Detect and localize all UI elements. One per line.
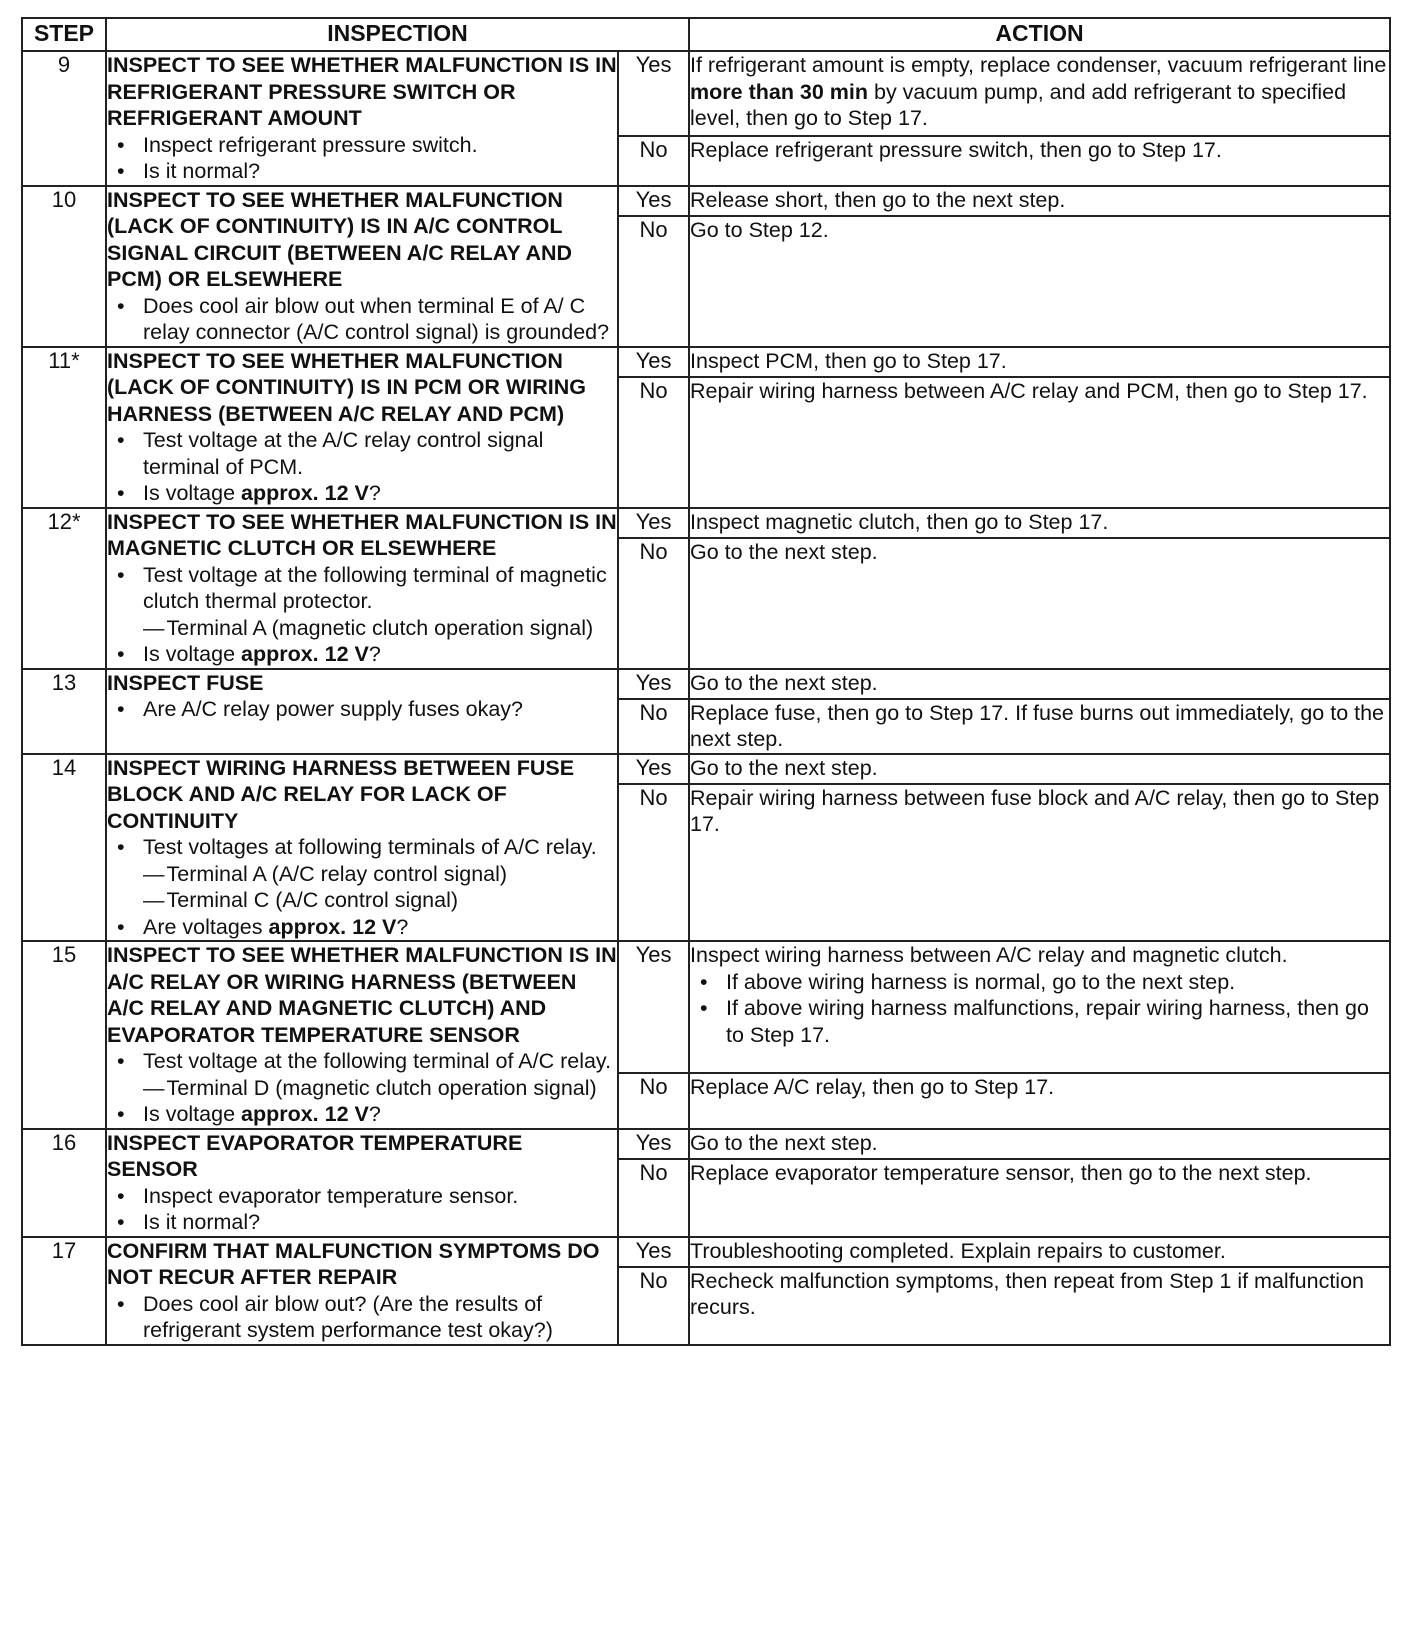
sub-item: — Terminal A (A/C relay control signal) bbox=[173, 861, 617, 888]
inspection-bullets bbox=[107, 834, 617, 940]
sub-item: — Terminal C (A/C control signal) bbox=[173, 887, 617, 914]
step-number: 10 bbox=[22, 186, 106, 347]
inspection-bullet: • Test voltage at the following terminal of A/C relay. — Terminal D (magnetic clutch operation signal) bbox=[143, 1048, 617, 1101]
inspection-bullet: • Does cool air blow out when terminal E of A/ C relay connector (A/C control signal) is grounded? bbox=[143, 293, 617, 346]
yes-action: Go to the next step. bbox=[689, 669, 1390, 699]
inspection-bullets bbox=[107, 562, 617, 668]
no-action: Replace A/C relay, then go to Step 17. bbox=[689, 1073, 1390, 1129]
table-row bbox=[22, 1237, 1390, 1267]
inspection-bullet: • Test voltages at following terminals of A/C relay. — Terminal A (A/C relay control signal) — Terminal C (A/C control signal) bbox=[143, 834, 617, 914]
inspection-cell bbox=[106, 669, 618, 754]
action-bullet: • If above wiring harness is normal, go to the next step. bbox=[726, 969, 1389, 996]
inspection-title: INSPECT TO SEE WHETHER MALFUNCTION IS IN REFRIGERANT PRESSURE SWITCH OR REFRIGERANT AMOUNT bbox=[107, 53, 617, 130]
inspection-bullets bbox=[107, 132, 617, 185]
inspection-bullet: • Test voltage at the A/C relay control signal terminal of PCM. bbox=[143, 427, 617, 480]
inspection-bullets bbox=[107, 696, 617, 723]
sub-item: — Terminal D (magnetic clutch operation signal) bbox=[173, 1075, 617, 1102]
inspection-bullet: • Are A/C relay power supply fuses okay? bbox=[143, 696, 617, 723]
inspection-title: INSPECT EVAPORATOR TEMPERATURE SENSOR bbox=[107, 1130, 523, 1181]
yes-label: Yes bbox=[618, 941, 689, 1073]
inspection-cell bbox=[106, 754, 618, 942]
inspection-title: INSPECT TO SEE WHETHER MALFUNCTION (LACK OF CONTINUITY) IS IN A/C CONTROL SIGNAL CIRCUIT (BETWEEN A/C RELAY AND PCM) OR ELSEWHERE bbox=[107, 187, 573, 291]
inspection-bullet: • Inspect evaporator temperature sensor. bbox=[143, 1183, 617, 1210]
sub-item: — Terminal A (magnetic clutch operation signal) bbox=[173, 615, 617, 642]
no-label: No bbox=[618, 1267, 689, 1345]
table-row bbox=[22, 347, 1390, 377]
no-action: Replace fuse, then go to Step 17. If fuse burns out immediately, go to the next step. bbox=[689, 699, 1390, 754]
step-number: 16 bbox=[22, 1129, 106, 1237]
yes-action: Inspect PCM, then go to Step 17. bbox=[689, 347, 1390, 377]
inspection-bullet-voltage: • Is voltage approx. 12 V? bbox=[143, 1101, 617, 1128]
yes-action: Inspect wiring harness between A/C relay and magnetic clutch. • If above wiring harness is normal, go to the next step. • If above wiring harness malfunctions, repair wiring harness, then go to Step 17. bbox=[689, 941, 1390, 1073]
inspection-cell bbox=[106, 347, 618, 508]
no-label: No bbox=[618, 699, 689, 754]
step-number: 9 bbox=[22, 51, 106, 186]
table-row bbox=[22, 1129, 1390, 1159]
no-action: Replace evaporator temperature sensor, then go to the next step. bbox=[689, 1159, 1390, 1237]
inspection-cell bbox=[106, 1129, 618, 1237]
step-number: 15 bbox=[22, 941, 106, 1129]
step-number: 14 bbox=[22, 754, 106, 942]
inspection-title: INSPECT TO SEE WHETHER MALFUNCTION IS IN A/C RELAY OR WIRING HARNESS (BETWEEN A/C RELAY AND MAGNETIC CLUTCH) AND EVAPORATOR TEMPERATURE SENSOR bbox=[107, 943, 617, 1047]
step-number: 11* bbox=[22, 347, 106, 508]
no-action: Go to Step 12. bbox=[689, 216, 1390, 347]
yes-label: Yes bbox=[618, 754, 689, 784]
no-label: No bbox=[618, 377, 689, 508]
yes-label: Yes bbox=[618, 1237, 689, 1267]
inspection-title: INSPECT TO SEE WHETHER MALFUNCTION (LACK OF CONTINUITY) IS IN PCM OR WIRING HARNESS (BETWEEN A/C RELAY AND PCM) bbox=[107, 348, 586, 426]
yes-action: Go to the next step. bbox=[689, 1129, 1390, 1159]
yes-action: Troubleshooting completed. Explain repairs to customer. bbox=[689, 1237, 1390, 1267]
no-label: No bbox=[618, 784, 689, 942]
sub-items bbox=[143, 861, 617, 914]
inspection-bullet: • Does cool air blow out? (Are the results of refrigerant system performance test okay?) bbox=[143, 1291, 617, 1344]
inspection-title: INSPECT FUSE bbox=[107, 670, 264, 695]
inspection-bullet: • Inspect refrigerant pressure switch. bbox=[143, 132, 617, 159]
table-row bbox=[22, 669, 1390, 699]
no-action: Recheck malfunction symptoms, then repeat from Step 1 if malfunction recurs. bbox=[689, 1267, 1390, 1345]
yes-action: Go to the next step. bbox=[689, 754, 1390, 784]
yes-action: Release short, then go to the next step. bbox=[689, 186, 1390, 216]
inspection-bullets bbox=[107, 1183, 617, 1236]
step-number: 17 bbox=[22, 1237, 106, 1345]
no-label: No bbox=[618, 136, 689, 186]
no-action: Go to the next step. bbox=[689, 538, 1390, 669]
inspection-bullet-voltage: • Are voltages approx. 12 V? bbox=[143, 914, 617, 941]
inspection-cell bbox=[106, 51, 618, 186]
table-row bbox=[22, 186, 1390, 216]
table-row bbox=[22, 941, 1390, 1073]
inspection-cell bbox=[106, 941, 618, 1129]
table-row bbox=[22, 51, 1390, 136]
inspection-bullet: • Is it normal? bbox=[143, 158, 617, 185]
no-label: No bbox=[618, 538, 689, 669]
inspection-bullet: • Is it normal? bbox=[143, 1209, 617, 1236]
inspection-bullets bbox=[107, 1291, 617, 1344]
no-label: No bbox=[618, 1073, 689, 1129]
inspection-title: INSPECT WIRING HARNESS BETWEEN FUSE BLOCK AND A/C RELAY FOR LACK OF CONTINUITY bbox=[107, 755, 575, 833]
header-step: STEP bbox=[22, 18, 106, 51]
inspection-bullet-voltage: • Is voltage approx. 12 V? bbox=[143, 480, 617, 507]
sub-items bbox=[143, 1075, 617, 1102]
inspection-bullet: • Test voltage at the following terminal of magnetic clutch thermal protector. — Terminal A (magnetic clutch operation signal) bbox=[143, 562, 617, 642]
inspection-bullets bbox=[107, 293, 617, 346]
no-label: No bbox=[618, 1159, 689, 1237]
inspection-bullets bbox=[107, 1048, 617, 1128]
yes-action: If refrigerant amount is empty, replace condenser, vacuum refrigerant line more than 30 min by vacuum pump, and add refrigerant to specified level, then go to Step 17. bbox=[689, 51, 1390, 136]
yes-action: Inspect magnetic clutch, then go to Step 17. bbox=[689, 508, 1390, 538]
step-number: 12* bbox=[22, 508, 106, 669]
no-action: Repair wiring harness between fuse block and A/C relay, then go to Step 17. bbox=[689, 784, 1390, 942]
yes-label: Yes bbox=[618, 347, 689, 377]
inspection-title: INSPECT TO SEE WHETHER MALFUNCTION IS IN MAGNETIC CLUTCH OR ELSEWHERE bbox=[107, 509, 617, 560]
inspection-bullets bbox=[107, 427, 617, 507]
table-row bbox=[22, 754, 1390, 784]
inspection-cell bbox=[106, 1237, 618, 1345]
troubleshooting-table bbox=[21, 17, 1391, 1346]
yes-label: Yes bbox=[618, 186, 689, 216]
inspection-title: CONFIRM THAT MALFUNCTION SYMPTOMS DO NOT RECUR AFTER REPAIR bbox=[107, 1238, 600, 1289]
yes-label: Yes bbox=[618, 508, 689, 538]
header-action: ACTION bbox=[689, 18, 1390, 51]
table-row bbox=[22, 508, 1390, 538]
inspection-bullet-voltage: • Is voltage approx. 12 V? bbox=[143, 641, 617, 668]
no-label: No bbox=[618, 216, 689, 347]
header-inspection: INSPECTION bbox=[106, 18, 689, 51]
no-action: Repair wiring harness between A/C relay and PCM, then go to Step 17. bbox=[689, 377, 1390, 508]
action-bullet: • If above wiring harness malfunctions, repair wiring harness, then go to Step 17. bbox=[726, 995, 1389, 1048]
step-number: 13 bbox=[22, 669, 106, 754]
inspection-cell bbox=[106, 186, 618, 347]
yes-label: Yes bbox=[618, 1129, 689, 1159]
no-action: Replace refrigerant pressure switch, then go to Step 17. bbox=[689, 136, 1390, 186]
sub-items bbox=[143, 615, 617, 642]
yes-label: Yes bbox=[618, 51, 689, 136]
yes-label: Yes bbox=[618, 669, 689, 699]
inspection-cell bbox=[106, 508, 618, 669]
action-bullets bbox=[690, 969, 1389, 1049]
header-row bbox=[22, 18, 1390, 51]
